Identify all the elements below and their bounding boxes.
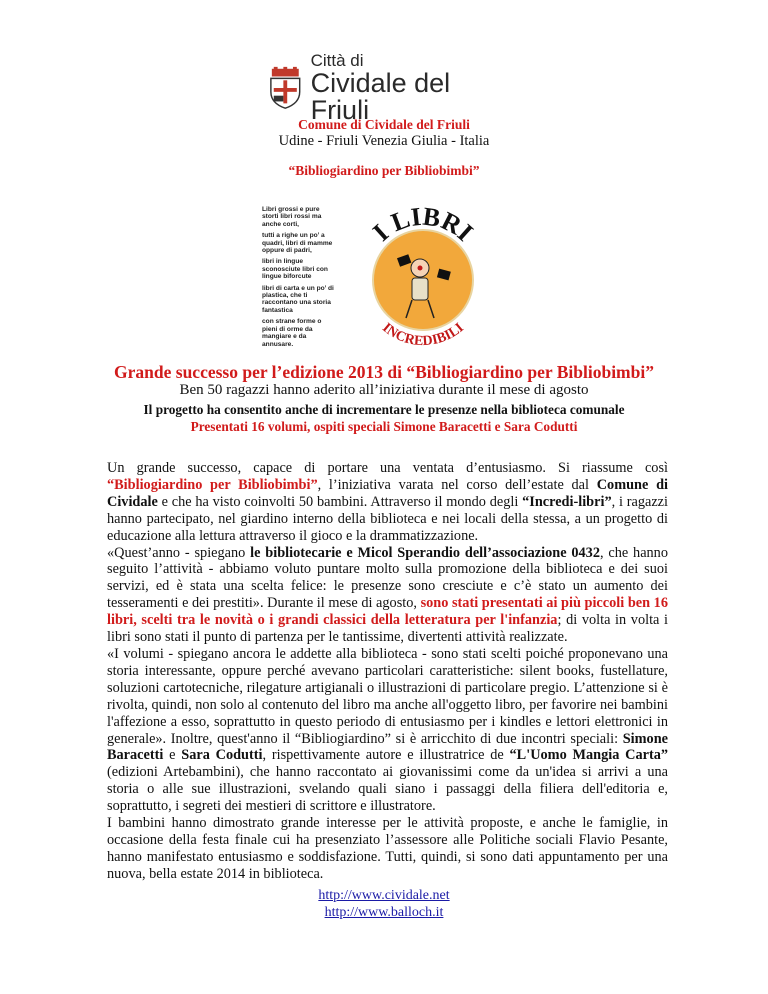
headline-title: Grande successo per l’edizione 2013 di “Bibliogiardino per Bibliobimbi” (114, 362, 654, 382)
poem-stanza: con strane forme o pieni di orme da mangiare e da annusare. (262, 318, 322, 348)
badge-title-bottom: INCREDIBILI (379, 320, 467, 350)
event-title: “Bibliogiardino per Bibliobimbi” (288, 163, 480, 178)
article-paragraph: «I volumi - spiegano ancora le addette alla biblioteca - sono stati scelti poiché proponevano una storia interessante, oppure perché avevano particolari caratteristiche: silent books, fustellature, soluzioni cartotecniche, rilegature artigianali o illustrazioni di particolare pregio. L’attenzione si è rivolta, quindi, non solo al contenuto del libro ma anche all'oggetto libro, per favorire nei bambini l'affezione a esso, soprattutto in questo periodo di entusiasmo per i kindles e lettori elettronici in generale». Inoltre, quest'anno il “Bibliogiardino” si è arricchito di due incontri speciali: Simone Baracetti e Sara Codutti, rispettivamente autore e illustratrice de “L'Uomo Mangia Carta” (edizioni Artebambini), che hanno raccontato ai giovanissimi come da un'idea si arrivi a una storia o alle sue illustrazioni, svelando quali siano i passaggi della filiera dell'editoria e, soprattutto, i segreti dei mestieri di scrittore e illustratore. (107, 645, 669, 815)
article-body (107, 460, 668, 883)
badge-title-top: I LIBRI (367, 201, 479, 247)
article-paragraph: «Quest’anno - spiegano le bibliotecarie e Micol Sperandio dell’associazione 0432, che hanno seguito l’attività - abbiamo voluto puntare molto sulla promozione della biblioteca e dei suoi servizi, ed è stata una scelta felice: le presenze sono cresciute e c’è stato un aumento dei tesseramenti e dei prestiti». Durante il mese di agosto, sono stati presentati ai più piccoli ben 16 libri, scelti tra le novità o i grandi classici della letteratura per l'infanzia; di volta in volta i libri sono stati il punto di partenza per le tantissime, divertenti attività realizzate. (107, 544, 669, 646)
logo-line2: Cividale del Friuli (310, 68, 451, 125)
incredibili-illustration (262, 200, 506, 350)
poem-stanza: libri di carta e un po’ di plastica, che ti raccontano una storia fantastica (262, 284, 334, 314)
link-cividale[interactable]: http://www.cividale.net (318, 888, 450, 903)
headline-subtitle-2: Il progetto ha consentito anche di incrementare le presenze nella biblioteca comunale (143, 402, 625, 417)
headline-subtitle: Ben 50 ragazzi hanno aderito all’iniziativa durante il mese di agosto (179, 382, 589, 398)
books-badge-icon (340, 200, 506, 350)
poem-stanza: tutti a righe un po’ a quadri, libri di mamme oppure di padri, (262, 232, 333, 255)
link-balloch[interactable]: http://www.balloch.it (324, 905, 444, 920)
poem-stanza: libri in lingue sconosciute libri con lingue biforcute (262, 258, 328, 281)
poem-stanza: Libri grossi e pure storti libri rossi ma anche corti, (262, 206, 322, 228)
article-paragraph: I bambini hanno dimostrato grande interesse per le attività proposte, e anche le famiglie, in occasione della festa finale cui ha presenziato l’assessore alle Politiche sociali Flavio Pesante, hanno manifestato entusiasmo e soddisfazione. Tutti, quindi, si sono dati appuntamento per una nuova, bella estate 2014 in biblioteca. (107, 815, 668, 882)
location-line: Udine - Friuli Venezia Giulia - Italia (278, 133, 490, 149)
headline-subtitle-3: Presentati 16 volumi, ospiti speciali Simone Baracetti e Sara Codutti (190, 419, 578, 434)
article-paragraph: Un grande successo, capace di portare una ventata d’entusiasmo. Si riassume così “Bibliogiardino per Bibliobimbi”, l’iniziativa varata nel corso dell’estate dal Comune di Cividale e che ha visto coinvolti 50 bambini. Attraverso il mondo degli “Incredi-libri”, i ragazzi hanno partecipato, nel giardino interno della biblioteca e nei locali della stessa, a un progetto di educazione alla lettura attraverso il gioco e la drammatizzazione. (107, 460, 668, 544)
links-block (0, 887, 768, 921)
crest-icon (268, 66, 303, 110)
comune-name: Comune di Cividale del Friuli (298, 117, 470, 132)
logo-line1: Città di (310, 51, 364, 70)
illustration-poem (262, 206, 336, 352)
